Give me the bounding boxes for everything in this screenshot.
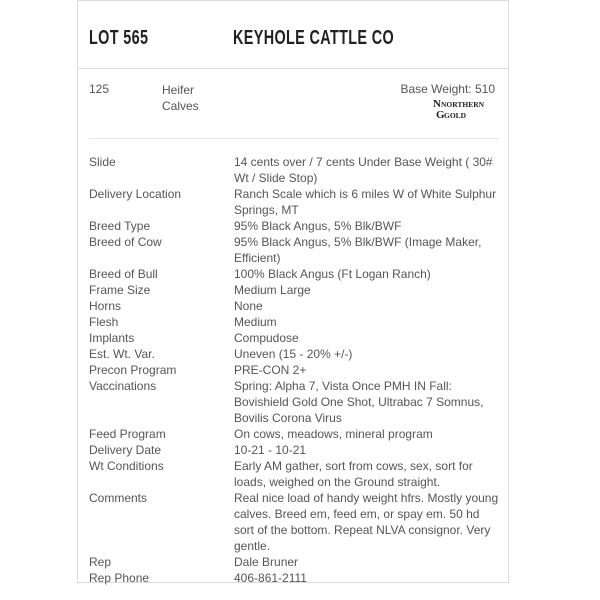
logo-g: G bbox=[436, 109, 445, 120]
detail-row bbox=[89, 554, 504, 570]
detail-value: Compudose bbox=[234, 331, 299, 345]
detail-row bbox=[89, 426, 504, 442]
detail-row bbox=[89, 362, 504, 378]
detail-label: Horns bbox=[89, 299, 122, 313]
lot-details bbox=[89, 154, 504, 586]
detail-label: Vaccinations bbox=[89, 379, 157, 393]
detail-row bbox=[89, 442, 504, 458]
detail-label: Precon Program bbox=[89, 363, 177, 377]
cattle-description: Heifer Calves bbox=[162, 83, 199, 113]
lot-header bbox=[78, 1, 508, 69]
detail-value: Medium bbox=[234, 315, 277, 329]
detail-label: Rep bbox=[89, 555, 112, 569]
head-count: 125 bbox=[89, 82, 110, 96]
detail-value: PRE-CON 2+ bbox=[234, 363, 307, 377]
detail-row bbox=[89, 282, 504, 298]
detail-row bbox=[89, 218, 504, 234]
detail-value: 406-861-2111 bbox=[234, 571, 307, 585]
detail-label: Breed of Bull bbox=[89, 267, 158, 281]
detail-label: Delivery Date bbox=[89, 443, 162, 457]
detail-value: Medium Large bbox=[234, 283, 311, 297]
detail-row bbox=[89, 314, 504, 330]
detail-value: None bbox=[234, 299, 263, 313]
detail-label: Delivery Location bbox=[89, 187, 182, 201]
detail-label: Est. Wt. Var. bbox=[89, 347, 155, 361]
detail-label: Comments bbox=[89, 491, 148, 505]
detail-value: Ranch Scale which is 6 miles W of White Sulphur Springs, MT bbox=[234, 187, 497, 217]
detail-label: Wt Conditions bbox=[89, 459, 164, 473]
consignor-name: KEYHOLE CATTLE CO bbox=[233, 27, 395, 49]
detail-value: Spring: Alpha 7, Vista Once PMH IN Fall: Bovishield Gold One Shot, Ultrabac 7 Somnus, Bovilis Corona Virus bbox=[234, 379, 484, 425]
detail-label: Breed Type bbox=[89, 219, 151, 233]
detail-value: 95% Black Angus, 5% Blk/BWF bbox=[234, 219, 402, 233]
detail-value: 100% Black Angus (Ft Logan Ranch) bbox=[234, 267, 431, 281]
detail-value: Early AM gather, sort from cows, sex, sort for loads, weighed on the Ground straight. bbox=[234, 459, 473, 489]
detail-row bbox=[89, 490, 504, 554]
detail-value: 10-21 - 10-21 bbox=[234, 443, 307, 457]
detail-row bbox=[89, 330, 504, 346]
detail-label: Frame Size bbox=[89, 283, 151, 297]
logo-line2: GOLD bbox=[444, 111, 467, 120]
logo-n: N bbox=[433, 98, 441, 110]
detail-value: Dale Bruner bbox=[234, 555, 299, 569]
detail-label: Flesh bbox=[89, 315, 119, 329]
detail-row bbox=[89, 570, 504, 586]
detail-row bbox=[89, 298, 504, 314]
detail-value: 95% Black Angus, 5% Blk/BWF (Image Maker, Efficient) bbox=[234, 235, 482, 265]
detail-label: Implants bbox=[89, 331, 135, 345]
detail-row bbox=[89, 346, 504, 362]
detail-label: Feed Program bbox=[89, 427, 166, 441]
lot-card bbox=[77, 0, 509, 583]
logo-line1: NORTHERN bbox=[441, 100, 485, 109]
detail-row bbox=[89, 186, 504, 218]
detail-label: Slide bbox=[89, 155, 116, 169]
detail-row bbox=[89, 154, 504, 186]
detail-row bbox=[89, 458, 504, 490]
base-weight: Base Weight: 510 bbox=[400, 82, 495, 96]
detail-row bbox=[89, 378, 504, 426]
detail-value: Uneven (15 - 20% +/-) bbox=[234, 347, 353, 361]
detail-label: Breed of Cow bbox=[89, 235, 162, 249]
section-divider bbox=[89, 138, 499, 139]
detail-value: On cows, meadows, mineral program bbox=[234, 427, 433, 441]
detail-row bbox=[89, 234, 504, 266]
lot-number: LOT 565 bbox=[89, 27, 149, 49]
northern-gold-logo bbox=[433, 98, 497, 120]
detail-row bbox=[89, 266, 504, 282]
detail-label: Rep Phone bbox=[89, 571, 150, 585]
detail-value: 14 cents over / 7 cents Under Base Weight ( 30# Wt / Slide Stop) bbox=[234, 155, 493, 185]
detail-value: Real nice load of handy weight hfrs. Mostly young calves. Breed em, feed em, or spay em. 50 hd sort of the bottom. Repeat NLVA consignor. Very gentle. bbox=[234, 491, 499, 553]
lot-summary bbox=[78, 69, 508, 135]
